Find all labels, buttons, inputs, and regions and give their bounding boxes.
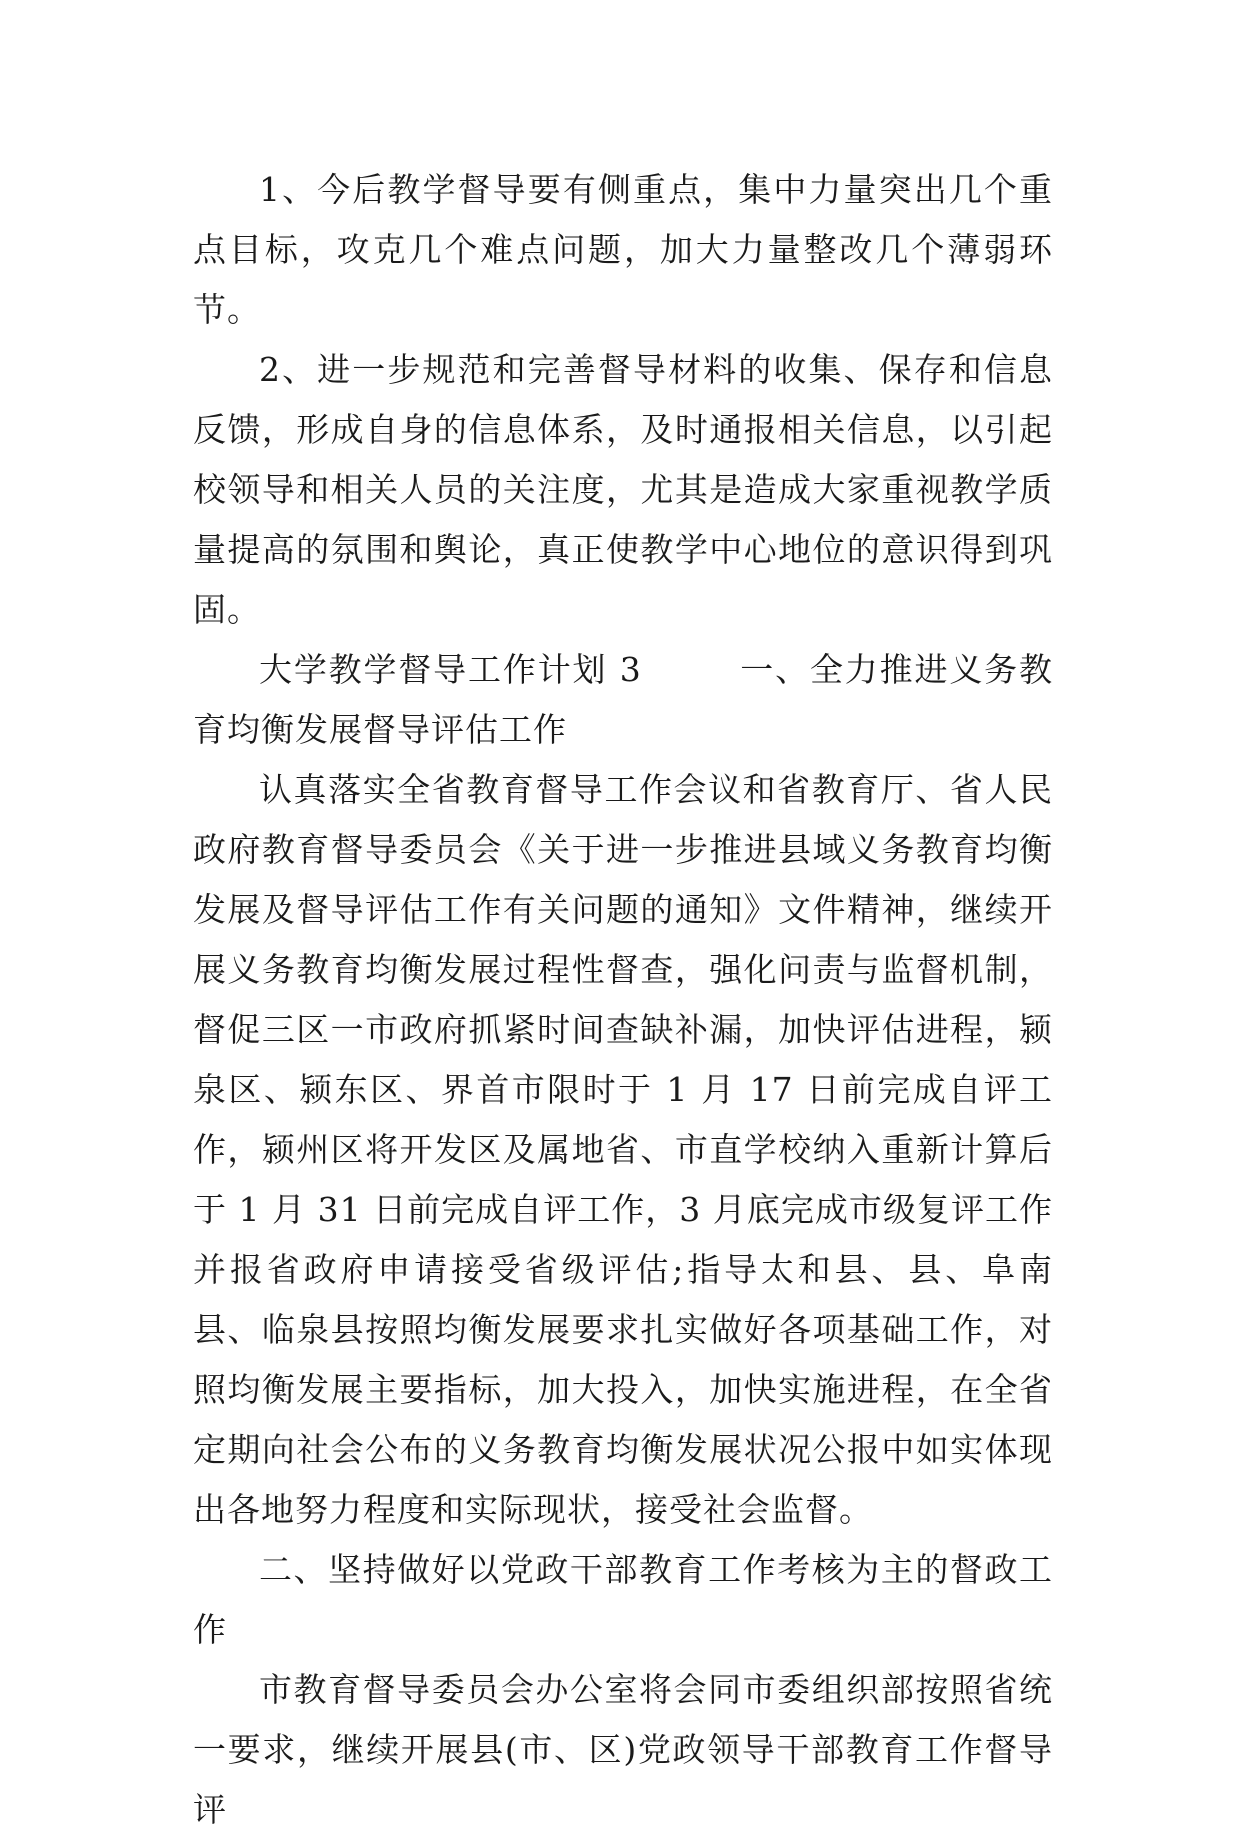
paragraph-item-1: 1、今后教学督导要有侧重点，集中力量突出几个重点目标，攻克几个难点问题，加大力量整改几个薄弱环节。 <box>193 170 1053 329</box>
paragraph-body-1: 认真落实全省教育督导工作会议和省教育厅、省人民政府教育督导委员会《关于进一步推进县域义务教育均衡发展及督导评估工作有关问题的通知》文件精神，继续开展义务教育均衡发展过程性督查，强化问责与监督机制，督促三区一市政府抓紧时间查缺补漏，加快评估进程，颍泉区、颍东区、界首市限时于 1 月 17 日前完成自评工作，颍州区将开发区及属地省、市直学校纳入重新计算后于 1 月 31 日前完成自评工作，3 月底完成市级复评工作并报省政府申请接受省级评估;指导太和县、县、阜南县、临泉县按照均衡发展要求扎实做好各项基础工作，对照均衡发展主要指标，加大投入，加快实施进程，在全省定期向社会公布的义务教育均衡发展状况公报中如实体现出各地努力程度和实际现状，接受社会监督。 <box>193 770 1053 1529</box>
document-body <box>193 160 1053 1840</box>
section-heading <box>193 640 1053 760</box>
section-subtitle: 一、全力推进义务教育均衡发展督导评估工作 <box>193 650 1053 749</box>
paragraph-item-2: 2、进一步规范和完善督导材料的收集、保存和信息反馈，形成自身的信息体系，及时通报相关信息，以引起校领导和相关人员的关注度，尤其是造成大家重视教学质量提高的氛围和舆论，真正使教学中心地位的意识得到巩固。 <box>193 350 1053 629</box>
paragraph-heading-2: 二、坚持做好以党政干部教育工作考核为主的督政工作 <box>193 1550 1053 1649</box>
paragraph-body-2: 市教育督导委员会办公室将会同市委组织部按照省统一要求，继续开展县(市、区)党政领导干部教育工作督导评 <box>193 1670 1053 1829</box>
section-title: 大学教学督导工作计划 3 <box>259 650 642 689</box>
heading-gap <box>642 650 741 689</box>
